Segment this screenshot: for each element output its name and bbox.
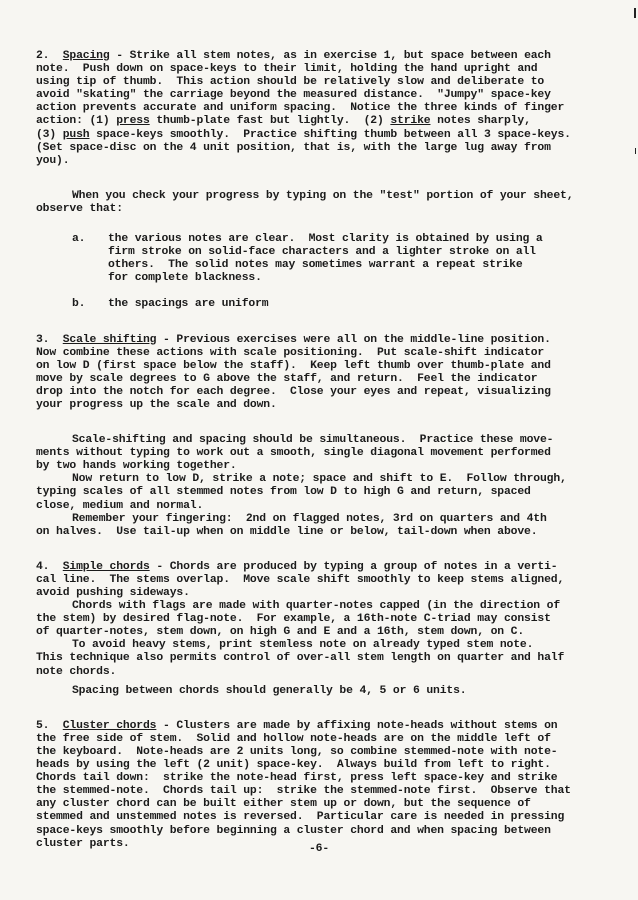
- text-line: Chords tail down: strike the note-head first, press left space-key and strike: [36, 772, 558, 785]
- section-title: Simple chords: [62, 560, 150, 573]
- text-line: others. The solid notes may sometimes warrant a repeat strike: [108, 259, 523, 272]
- text-line: 2. Spacing - Strike all stem notes, as in exercise 1, but space between each: [36, 50, 551, 62]
- text-line: the spacings are uniform: [108, 298, 269, 311]
- text-line: space-keys smoothly before beginning a cluster chord and when spacing between: [36, 824, 551, 837]
- section-simple-chords: [36, 561, 594, 698]
- text-line: the various notes are clear. Most clarity is obtained by using a: [108, 233, 543, 246]
- text-line: 4. Simple chords - Chords are produced by typing a group of notes in a verti-: [36, 560, 558, 573]
- text-line: cluster parts.: [36, 837, 130, 850]
- list-marker: a.: [72, 233, 86, 246]
- text-line: Now return to low D, strike a note; space and shift to E. Follow through,: [72, 473, 567, 486]
- text-line: you).: [36, 154, 70, 167]
- text-line: ments without typing to work out a smooth, single diagonal movement performed: [36, 447, 551, 460]
- text-line: using tip of thumb. This action should be relatively slow and deliberate to: [36, 76, 545, 89]
- text-line: Remember your fingering: 2nd on flagged notes, 3rd on quarters and 4th: [72, 512, 547, 525]
- text-line: 5. Cluster chords - Clusters are made by affixing note-heads without stems on: [36, 719, 558, 732]
- list-marker: b.: [72, 298, 86, 311]
- text-line: This technique also permits control of over-all stem length on quarter and half: [36, 652, 565, 665]
- text-line: move by scale degrees to G above the staff, and return. Feel the indicator: [36, 372, 538, 385]
- text-line: any cluster chord can be built either stem up or down, but the sequence of: [36, 798, 531, 811]
- text-line: Scale-shifting and spacing should be simultaneous. Practice these move-: [72, 434, 554, 447]
- text-line: 3. Scale shifting - Previous exercises were all on the middle-line position.: [36, 333, 551, 346]
- text-line: close, medium and normal.: [36, 499, 204, 512]
- text-line: your progress up the scale and down.: [36, 398, 277, 411]
- text-line: When you check your progress by typing on the "test" portion of your sheet,: [72, 189, 574, 202]
- section-scale-shifting: [36, 334, 594, 413]
- text-line: heads by using the left (2 unit) space-key. Always build from left to right.: [36, 759, 551, 772]
- text-line: on low D (first space below the staff). Keep left thumb over thumb-plate and: [36, 359, 551, 372]
- text-line: action: (1) press thumb-plate fast but lightly. (2) strike notes sharply,: [36, 115, 531, 128]
- list-item-b: [72, 298, 594, 311]
- section-title: Scale shifting: [62, 333, 157, 346]
- text-line: typing scales of all stemmed notes from low D to high G and return, spaced: [36, 486, 531, 499]
- paragraph: [36, 434, 594, 539]
- text-line: (3) push space-keys smoothly. Practice shifting thumb between all 3 space-keys.: [36, 128, 571, 141]
- text-line: Chords with flags are made with quarter-notes capped (in the direction of: [72, 600, 561, 613]
- text-line: action prevents accurate and uniform spacing. Notice the three kinds of finger: [36, 102, 565, 115]
- section-title: Spacing: [62, 50, 110, 62]
- text-line: (Set space-disc on the 4 unit position, that is, with the large lug away from: [36, 141, 551, 154]
- section-cluster-chords: [36, 720, 594, 851]
- text-line: the free side of stem. Solid and hollow note-heads are on the middle left of: [36, 732, 551, 745]
- text-line: firm stroke on solid-face characters and a lighter stroke on all: [108, 246, 536, 259]
- text-line: To avoid heavy stems, print stemless note on already typed stem note.: [72, 639, 534, 652]
- text-line: observe that:: [36, 202, 123, 215]
- text-line: by two hands working together.: [36, 460, 237, 473]
- page-number: -6-: [308, 843, 330, 855]
- edge-mark: [635, 148, 636, 154]
- text-line: on halves. Use tail-up when on middle line or below, tail-down when above.: [36, 525, 538, 538]
- list-item-a: [72, 233, 594, 285]
- edge-mark: [634, 8, 636, 18]
- text-line: the stemmed-note. Chords tail up: strike the stemmed-note first. Observe that: [36, 785, 571, 798]
- text-line: the stem) by desired flag-note. For example, a 16th-note C-triad may consist: [36, 613, 551, 626]
- text-line: drop into the notch for each degree. Close your eyes and repeat, visualizing: [36, 385, 551, 398]
- text-line: note chords.: [36, 665, 117, 678]
- text-line: Now combine these actions with scale positioning. Put scale-shift indicator: [36, 346, 545, 359]
- text-line: of quarter-notes, stem down, on high G and E and a 16th, stem down, on C.: [36, 626, 525, 639]
- section-title: Cluster chords: [62, 719, 157, 732]
- section-spacing: [36, 50, 594, 168]
- text-line: cal line. The stems overlap. Move scale shift smoothly to keep stems aligned,: [36, 573, 565, 586]
- text-line: avoid pushing sideways.: [36, 587, 190, 599]
- text-line: note. Push down on space-keys to their limit, holding the hand upright and: [36, 63, 538, 76]
- text-line: the keyboard. Note-heads are 2 units long, so combine stemmed-note with note-: [36, 745, 558, 758]
- text-line: avoid "skating" the carriage beyond the measured distance. "Jumpy" space-key: [36, 89, 551, 102]
- text-line: for complete blackness.: [108, 272, 262, 285]
- progress-paragraph: [36, 190, 594, 216]
- text-line: stemmed and unstemmed notes is reversed. Particular care is needed in pressing: [36, 811, 565, 824]
- text-line: Spacing between chords should generally be 4, 5 or 6 units.: [72, 684, 467, 697]
